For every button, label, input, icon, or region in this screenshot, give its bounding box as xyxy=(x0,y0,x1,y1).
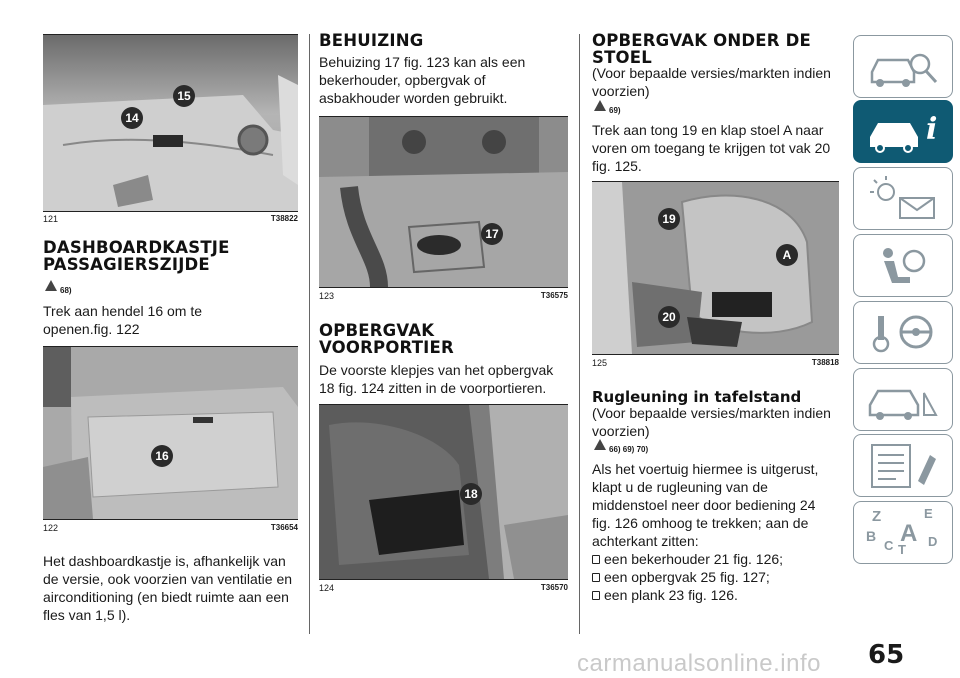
maintenance-list-icon xyxy=(864,441,944,491)
callout-A: A xyxy=(776,244,798,266)
text-dashboard-details: Het dashboardkastje is, afhankelijk van de versie, ook voorzien van ventilatie en airconditioning (en biedt ruimte aan een fles van 1,5 l). xyxy=(43,553,293,623)
tab-key-steering[interactable] xyxy=(853,301,953,364)
svg-text:i: i xyxy=(926,112,938,147)
warning-ref-68: 68) xyxy=(45,280,72,295)
figure-122 xyxy=(43,346,298,520)
list-item: een bekerhouder 21 fig. 126; xyxy=(592,550,818,568)
warning-ref-69: 69) xyxy=(594,100,621,115)
note-rugleuning: (Voor bepaalde versies/markten indien voorzien) xyxy=(592,405,831,439)
car-search-icon xyxy=(864,42,944,92)
figure-121-caption xyxy=(43,214,298,224)
tab-maintenance-list[interactable] xyxy=(853,434,953,497)
warning-ref-66-69-70: 66) 69) 70) xyxy=(594,439,648,454)
figure-number: 121 xyxy=(43,214,59,224)
key-steering-icon xyxy=(864,308,944,358)
text-behuizing: Behuizing 17 fig. 123 kan als een bekerhouder, opbergvak of asbakhouder worden gebruikt. xyxy=(319,54,526,106)
callout-14: 14 xyxy=(121,107,143,129)
figure-124-caption: 124 T36570 xyxy=(319,583,568,593)
text-dashboard-intro: Trek aan hendel 16 om te openen.fig. 122 xyxy=(43,303,203,337)
dashboard-photo-121 xyxy=(43,35,298,211)
heading-dashboardkastje: DASHBOARDKASTJE PASSAGIERSZIJDE xyxy=(43,238,230,274)
note-stoel: (Voor bepaalde versies/markten indien voorzien) xyxy=(592,65,831,99)
figure-124 xyxy=(319,404,568,580)
callout-18: 18 xyxy=(460,483,482,505)
figure-122-caption: 122 T36654 xyxy=(43,523,298,533)
heading-rugleuning: Rugleuning in tafelstand xyxy=(592,388,802,406)
warning-triangle-icon xyxy=(45,280,57,291)
callout-15: 15 xyxy=(173,85,195,107)
glovebox-photo-122 xyxy=(43,347,298,519)
warning-triangle-icon xyxy=(594,439,606,450)
callout-19: 19 xyxy=(658,208,680,230)
index-letters: Z E B A C T D xyxy=(866,506,938,557)
car-info-icon xyxy=(864,107,944,157)
list-item: een plank 23 fig. 126. xyxy=(592,586,818,604)
heading-opbergvak-voorportier: OPBERGVAK VOORPORTIER xyxy=(319,321,454,357)
airbag-seat-icon xyxy=(864,241,944,291)
tab-lights-message[interactable] xyxy=(853,167,953,230)
console-photo-123 xyxy=(319,117,568,287)
car-breakdown-icon xyxy=(864,375,944,425)
tab-alphabet-index[interactable] xyxy=(853,501,953,564)
heading-opbergvak-stoel: OPBERGVAK ONDER DE STOEL xyxy=(592,31,811,67)
checkbox-bullet-icon xyxy=(592,573,600,582)
heading-behuizing: BEHUIZING xyxy=(319,31,424,50)
watermark: carmanualsonline.info xyxy=(577,650,821,677)
figure-125 xyxy=(592,181,839,355)
text-stoel: Trek aan tong 19 en klap stoel A naar voren om toegang te krijgen tot vak 20 fig. 125. xyxy=(592,122,831,174)
callout-17: 17 xyxy=(481,223,503,245)
lights-message-icon xyxy=(864,174,944,224)
tab-car-breakdown[interactable] xyxy=(853,368,953,431)
figure-121 xyxy=(43,34,298,212)
figure-123 xyxy=(319,116,568,288)
seat-storage-photo-125 xyxy=(592,182,839,354)
page-number: 65 xyxy=(868,640,905,670)
tab-airbag-seat[interactable] xyxy=(853,234,953,297)
checkbox-bullet-icon xyxy=(592,555,600,564)
tab-car-search[interactable] xyxy=(853,35,953,98)
figure-125-caption: 125 T38818 xyxy=(592,358,839,368)
callout-16: 16 xyxy=(151,445,173,467)
figure-123-caption: 123 T36575 xyxy=(319,291,568,301)
door-pocket-photo-124 xyxy=(319,405,568,579)
tab-car-info[interactable] xyxy=(853,100,953,163)
column-divider-1 xyxy=(309,34,310,634)
figure-code: T38822 xyxy=(270,214,298,223)
checkbox-bullet-icon xyxy=(592,591,600,600)
column-divider-2 xyxy=(579,34,580,634)
list-item: een opbergvak 25 fig. 127; xyxy=(592,568,818,586)
text-voorportier: De voorste klepjes van het opbergvak 18 fig. 124 zitten in de voorportieren. xyxy=(319,362,554,396)
warning-triangle-icon xyxy=(594,100,606,111)
text-rugleuning: Als het voertuig hiermee is uitgerust, klapt u de rugleuning van de middenstoel neer door bediening 24 fig. 126 omhoog te trekken; aan de achterkant zitten: een bekerhouder 21 fig. 126; een opbergvak 25 fig. 127; een plank 23 fig. 126. xyxy=(592,461,819,603)
callout-20: 20 xyxy=(658,306,680,328)
